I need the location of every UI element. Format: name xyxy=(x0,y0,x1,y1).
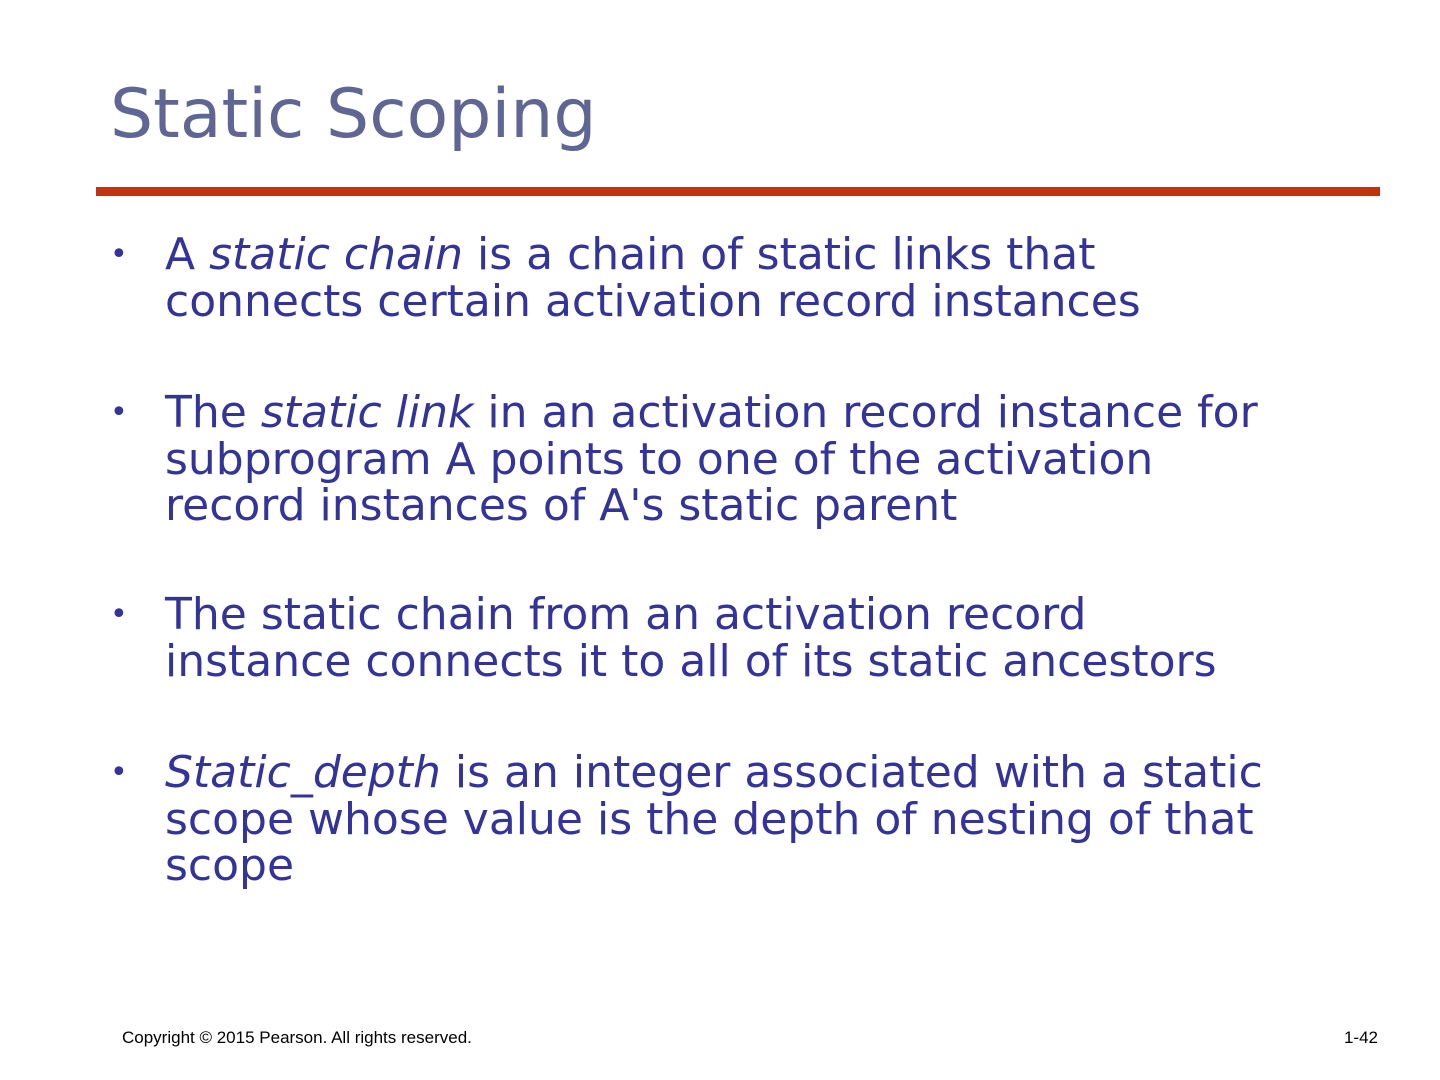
text-run-italic: static chain xyxy=(209,229,464,280)
bullet-line xyxy=(165,793,1380,845)
text-run: connects certain activation record instances xyxy=(165,275,1141,327)
bullet-item xyxy=(110,747,1380,891)
bullet-marker: • xyxy=(110,395,128,430)
bullet-item xyxy=(110,589,1380,687)
text-run: is an integer associated with a static xyxy=(440,747,1263,798)
bullet-marker: • xyxy=(110,597,128,632)
bullet-line xyxy=(165,635,1380,687)
text-run: instance connects it to all of its static ancestors xyxy=(165,635,1217,687)
bullet-text xyxy=(165,229,1380,327)
text-run: The xyxy=(165,387,261,438)
text-run-italic: static link xyxy=(260,387,474,438)
bullet-text xyxy=(165,387,1380,531)
footer-copyright: Copyright © 2015 Pearson. All rights reserved. xyxy=(122,1028,472,1047)
bullet-text xyxy=(165,747,1380,891)
bullet-line xyxy=(165,229,1380,280)
title-divider xyxy=(96,187,1380,196)
text-run: is a chain of static links that xyxy=(463,229,1096,280)
text-run: record instances of A's static parent xyxy=(165,480,958,531)
bullet-text xyxy=(165,589,1380,687)
bullet-line xyxy=(165,275,1380,327)
bullet-marker: • xyxy=(110,237,128,272)
slide-title: Static Scoping xyxy=(110,75,597,154)
bullet-item xyxy=(110,229,1380,327)
text-run: scope xyxy=(165,840,295,891)
bullet-line xyxy=(165,589,1380,640)
bullet-marker: • xyxy=(110,755,128,790)
text-run: The static chain from an activation record xyxy=(165,589,1087,640)
bullet-line xyxy=(165,747,1380,798)
text-run-italic: Static_depth xyxy=(165,747,441,798)
bullet-line xyxy=(165,387,1380,438)
text-run: A xyxy=(165,229,210,280)
text-run: in an activation record instance for xyxy=(473,387,1258,438)
bullet-item xyxy=(110,387,1380,531)
bullet-line xyxy=(165,840,1380,891)
page-number: 1-42 xyxy=(1343,1028,1378,1047)
text-run: subprogram A points to one of the activation xyxy=(165,433,1154,485)
text-run: scope whose value is the depth of nesting of that xyxy=(165,793,1254,845)
bullet-line xyxy=(165,480,1380,531)
bullet-line xyxy=(165,433,1380,485)
